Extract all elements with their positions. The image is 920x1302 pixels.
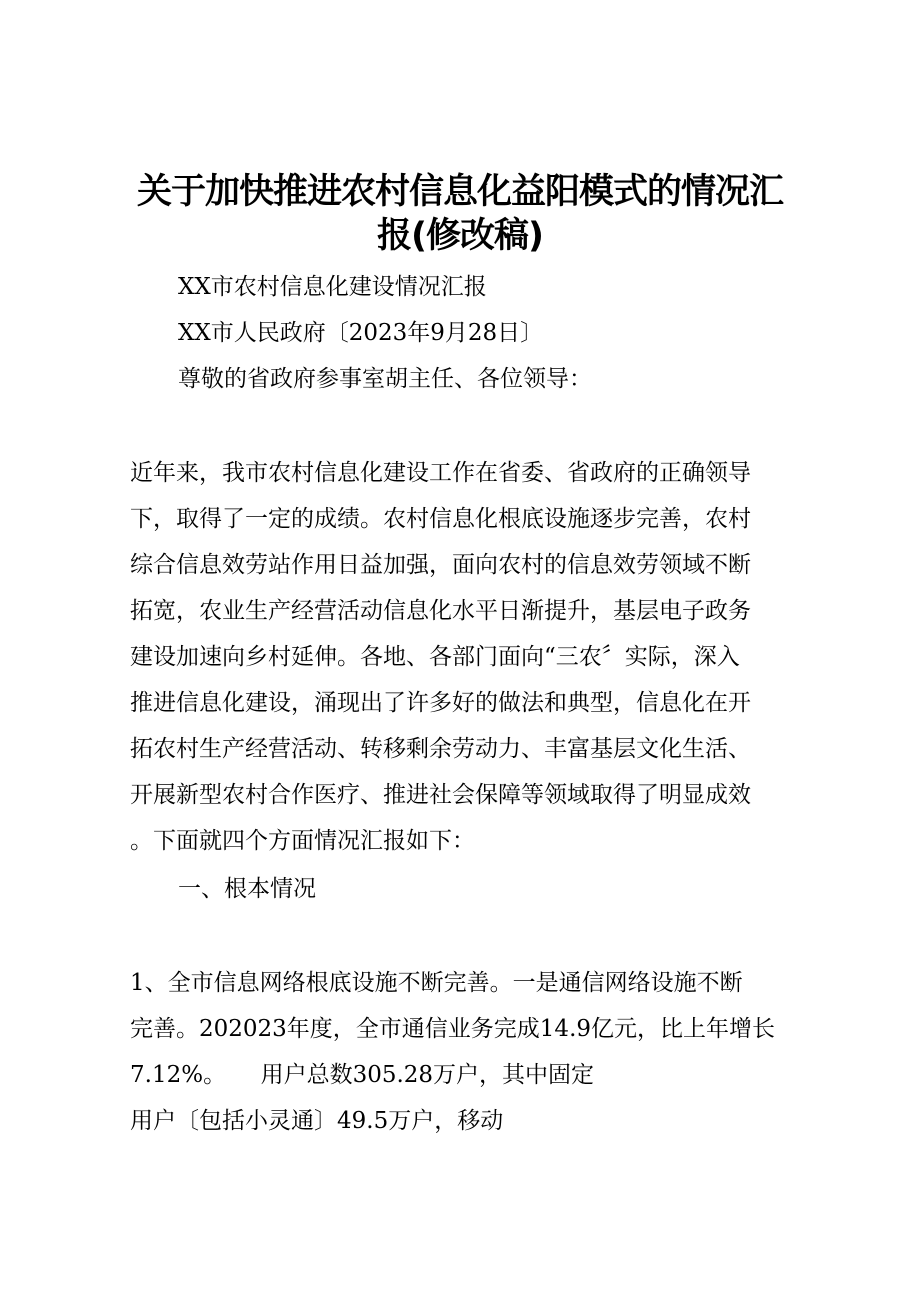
intro-line: 拓农村生产经营活动、转移剩余劳动力、丰富基层文化生活、 (130, 736, 751, 762)
intro-line: 开展新型农村合作医疗、推进社会保障等领域取得了明显成效 (130, 782, 751, 808)
item-line: 1、全市信息网络根底设施不断完善。一是通信网络设施不断 (130, 970, 743, 996)
document-issuer: XX市人民政府〔2023年9月28日〕 (178, 320, 544, 346)
intro-line: 拓宽，农业生产经营活动信息化水平日渐提升，基层电子政务 (130, 598, 751, 624)
document-subtitle: XX市农村信息化建设情况汇报 (178, 274, 487, 300)
intro-line: 。下面就四个方面情况汇报如下： (130, 828, 475, 854)
document-title-line-2: 报(修改稿) (377, 216, 543, 256)
intro-line: 推进信息化建设，涌现出了许多好的做法和典型，信息化在开 (130, 690, 751, 716)
intro-line: 下，取得了一定的成绩。农村信息化根底设施逐步完善，农村 (130, 506, 751, 532)
item-line: 7.12%。 用户总数305.28万户，其中固定 (130, 1062, 595, 1088)
item-line: 完善。202023年度，全市通信业务完成14.9亿元，比上年增长 (130, 1016, 776, 1042)
intro-line: 综合信息效劳站作用日益加强，面向农村的信息效劳领域不断 (130, 552, 751, 578)
item-line: 用户〔包括小灵通〕49.5万户，移动 (130, 1108, 504, 1134)
salutation: 尊敬的省政府参事室胡主任、各位领导： (178, 366, 592, 392)
section-heading: 一、根本情况 (178, 876, 316, 902)
intro-line: 建设加速向乡村延伸。各地、各部门面向“三农〞实际，深入 (130, 644, 740, 670)
intro-line: 近年来，我市农村信息化建设工作在省委、省政府的正确领导 (130, 460, 751, 486)
document-title-line-1: 关于加快推进农村信息化益阳模式的情况汇 (136, 172, 783, 212)
